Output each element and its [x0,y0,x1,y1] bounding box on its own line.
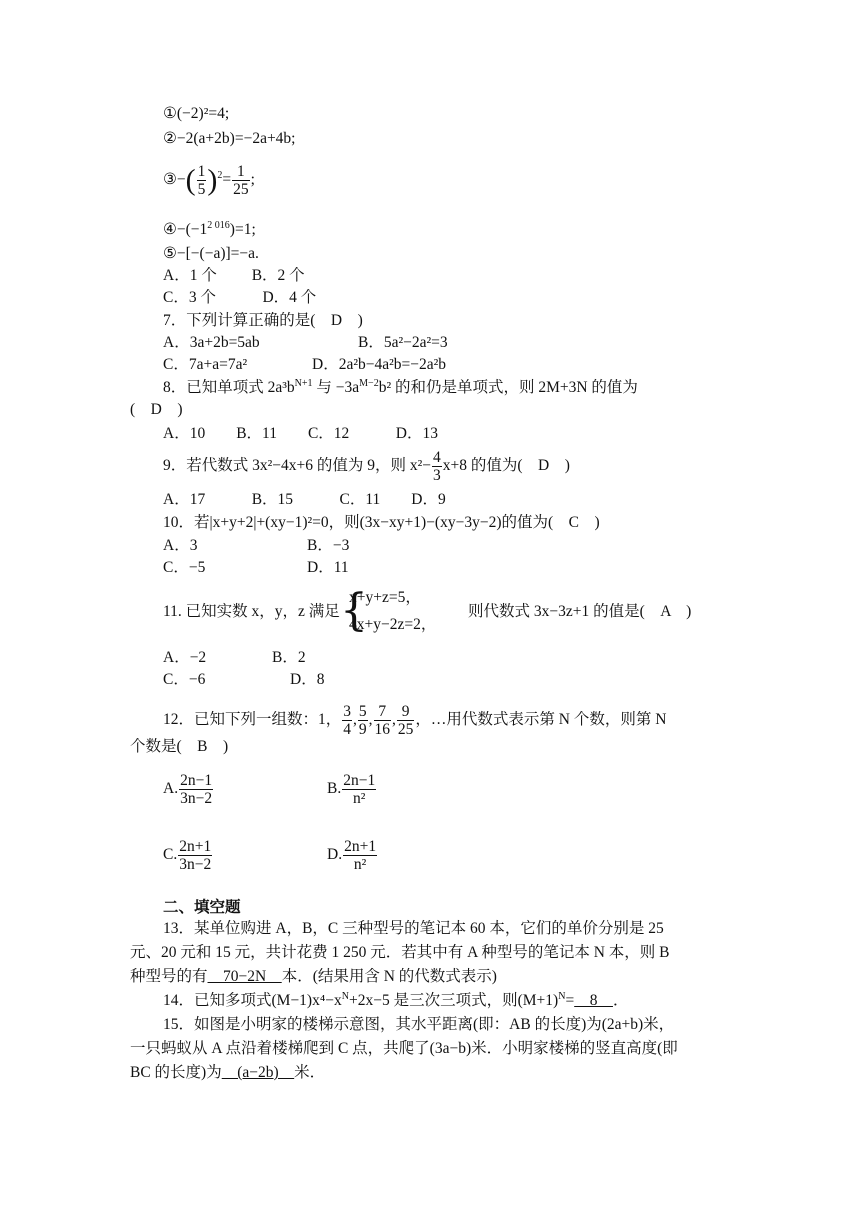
q9-text-a: 9．若代数式 3x²−4x+6 的值为 9，则 x²− [163,457,432,475]
fraction-denominator: 9 [358,721,367,738]
statement-2: ②−2(a+2b)=−2a+4b; [163,130,296,147]
exponent: N [558,990,566,1002]
fraction-denominator: 5 [197,181,206,198]
fraction-denominator: 25 [233,181,249,198]
fraction-denominator: 25 [397,721,414,738]
exponent: M−2 [359,377,379,389]
exponent: N [341,990,349,1002]
question-14 [163,991,628,1011]
q14-equals: = [565,992,575,1009]
q11-equation-2: 4x+y−2z=2， [349,616,437,633]
fraction-numerator: 2n−1 [343,772,376,789]
fraction-denominator: 3 [433,467,441,484]
fraction-denominator: n² [353,790,366,807]
option-letter: C. [163,846,178,864]
q6-options-row2: C．3 个 D．4 个 [163,289,317,306]
q11-text-a: 11. 已知实数 x，y，z 满足 [163,603,340,620]
exponent: 2 016 [207,219,230,231]
fraction-numerator: 1 [232,163,250,181]
q12-option-a [163,772,214,807]
q13-line-3 [130,967,497,987]
q12-text-b: ，…用代数式表示第 N 个数，则第 N [415,711,667,729]
q11-option-b: B．2 [272,649,306,666]
q10-option-d: D．11 [307,559,349,576]
statement-end: ; [250,171,255,189]
q13-line-2: 元、20 元和 15 元，共计花费 1 250 元．若其中有 A 种型号的笔记本 N 本，则 B [130,944,670,961]
fraction-denominator: 16 [374,721,391,738]
fraction-numerator: 3 [343,703,352,720]
q11-text-b: 则代数式 3x−3z+1 的值是( A ) [468,603,692,620]
question-10: 10．若|x+y+2|+(xy−1)²=0，则(3x−xy+1)−(xy−3y−2)的值为( C ) [163,514,600,531]
statement-4-end: )=1; [229,221,256,238]
q15-text-end: 米． [294,1064,326,1081]
right-paren-icon: ) [207,163,218,197]
q15-text: BC 的长度)为 [130,1064,222,1081]
fraction-numerator: 5 [358,703,367,720]
q10-option-b: B．−3 [307,537,350,554]
fraction-numerator: 2n+1 [179,838,212,855]
option-letter: A. [163,780,179,798]
q14-answer-blank: 8 [574,992,613,1009]
fraction-numerator: 4 [433,449,441,466]
fraction-numerator: 7 [374,703,392,721]
q12-option-b [327,772,377,807]
q8-options: A．10 B．11 C．12 D．13 [163,425,438,442]
q13-text-end: 本．(结果用含 N 的代数式表示) [281,968,497,985]
fraction-denominator: 3n−2 [179,856,212,873]
q11-option-c: C．−6 [163,671,206,688]
statement-4-text: ④−(−1 [163,221,208,238]
q8-text-a: 8．已知单项式 2a³b [163,379,295,396]
q7-option-b: B．5a²−2a²=3 [358,334,448,351]
q14-end: ． [612,992,629,1009]
q10-option-a: A．3 [163,537,198,554]
q12-text-a: 12．已知下列一组数：1， [163,711,342,729]
q9-text-b: x+8 的值为( D ) [442,457,570,475]
q9-options: A．17 B．15 C．11 D．9 [163,491,446,508]
q13-answer-blank: 70−2N [207,968,282,985]
q14-text-a: 14．已知多项式(M−1)x⁴−x [163,992,342,1009]
question-8 [163,378,638,398]
statement-5: ⑤−[−(−a)]=−a. [163,245,259,262]
q15-line-1: 15．如图是小明家的楼梯示意图，其水平距离(即：AB 的长度)为(2a+b)米， [163,1016,675,1033]
statement-3-prefix: ③− [163,171,186,189]
q14-text-b: +2x−5 是三次三项式，则(M+1) [348,992,559,1009]
fraction-denominator: n² [353,856,367,873]
q13-line-1: 13．某单位购进 A，B，C 三种型号的笔记本 60 本，它们的单价分别是 25 [163,920,664,937]
q15-line-3 [130,1063,325,1083]
fraction-numerator: 2n−1 [180,772,213,789]
q12-answer-line: 个数是( B ) [130,738,229,755]
option-letter: D. [327,846,343,864]
exponent: N+1 [294,377,313,389]
q7-option-a: A．3a+2b=5ab [163,334,260,351]
q12-option-c [163,838,213,873]
fraction-numerator: 1 [197,163,206,180]
fraction-numerator: 9 [397,703,415,721]
q8-answer-line: ( D ) [130,401,183,418]
q13-text: 种型号的有 [130,968,208,985]
question-12: 12．已知下列一组数：1， $\frac{3}{4}$ , $\frac{5}{9}$ , $\frac{7}{16}$ , $\frac{9}{25}$ ，…用代数式表示第 N 个数，则第 N [163,703,667,738]
q7-option-d: D．2a²b−4a²b=−2a²b [312,356,446,373]
fraction-denominator: 4 [343,721,352,738]
statement-4 [163,220,256,240]
q10-option-c: C．−5 [163,559,206,576]
section-heading: 二、填空题 [163,898,241,916]
left-paren-icon: ( [185,163,196,197]
question-9 [163,449,570,484]
equals: = [222,171,232,189]
q8-text-b: 与 −3a [312,379,360,396]
statement-1: ①(−2)²=4; [163,105,230,122]
brace-icon: { [340,585,368,636]
q6-options-row1: A．1 个 B．2 个 [163,267,305,284]
q7-option-c: C．7a+a=7a² [163,356,248,373]
option-letter: B. [327,780,342,798]
q11-equation-1: x+y+z=5， [349,589,421,606]
statement-3 [163,163,255,198]
question-7: 7．下列计算正确的是( D ) [163,312,363,329]
fraction-denominator: 3n−2 [180,790,213,807]
q15-answer-blank: (a−2b) [221,1064,295,1081]
fraction-numerator: 2n+1 [344,838,377,855]
q11-option-a: A．−2 [163,649,207,666]
q8-text-c: b² 的和仍是单项式，则 2M+3N 的值为 [378,379,638,396]
q15-line-2: 一只蚂蚁从 A 点沿着楼梯爬到 C 点，共爬了(3a−b)米．小明家楼梯的竖直高度(即 [130,1040,678,1057]
exponent: 2 [217,169,223,181]
q11-option-d: D．8 [290,671,325,688]
q12-option-d [327,838,378,873]
